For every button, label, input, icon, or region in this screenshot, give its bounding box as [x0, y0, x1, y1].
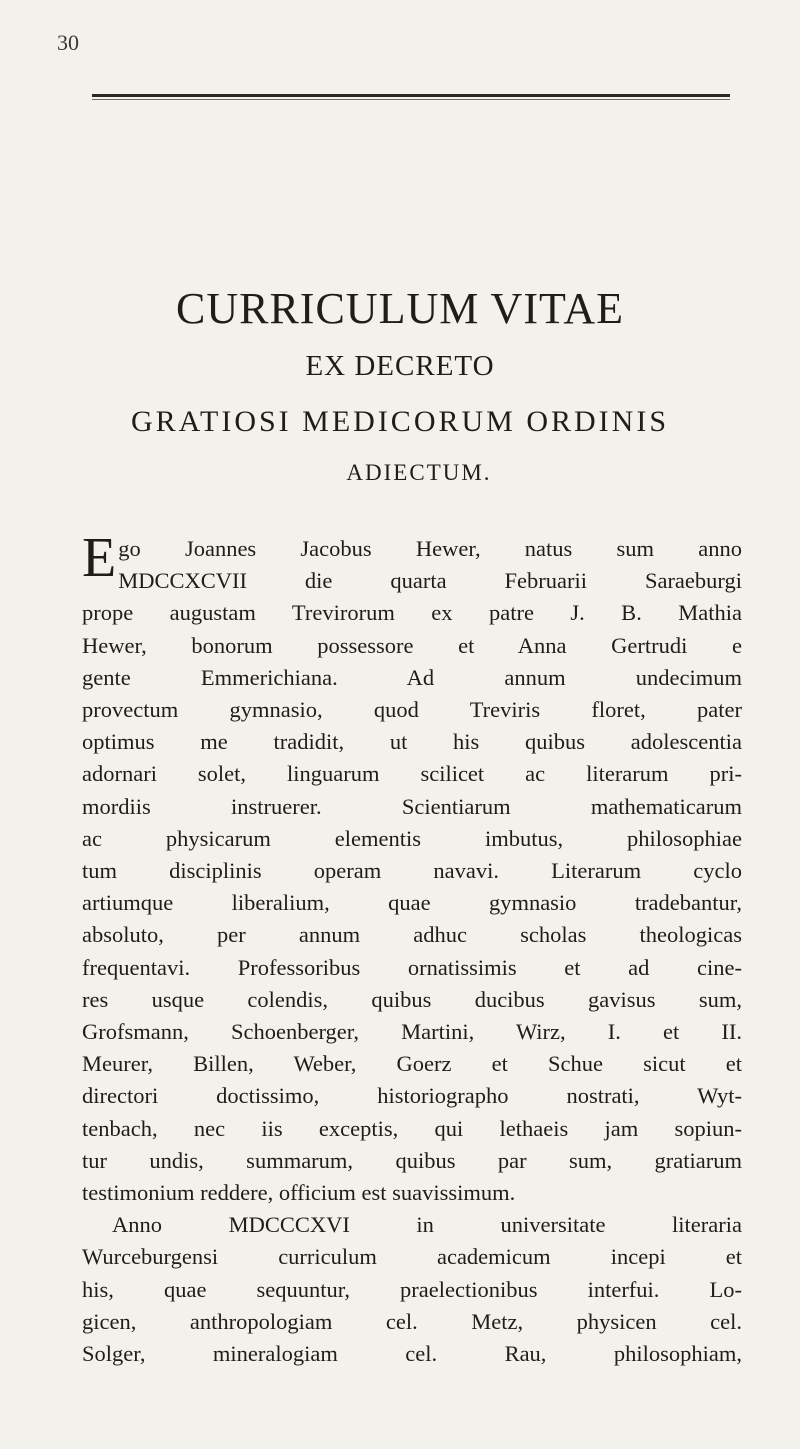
- text-line: tenbach, nec iis exceptis, qui lethaeis jam sopiun-: [82, 1115, 742, 1141]
- text-line: his, quae sequuntur, praelectionibus interfui. Lo-: [82, 1276, 742, 1302]
- text-line: Grofsmann, Schoenberger, Martini, Wirz, I. et II.: [82, 1019, 742, 1045]
- drop-cap: E: [82, 527, 117, 589]
- header-rule: [92, 94, 730, 97]
- text-line: tur undis, summarum, quibus par sum, gratiarum: [82, 1147, 742, 1173]
- text-line: MDCCXCVII die quarta Februarii Saraeburgi: [118, 568, 742, 594]
- page-number: 30: [57, 30, 79, 55]
- text-line: Solger, mineralogiam cel. Rau, philosophiam,: [82, 1341, 742, 1367]
- text-line: Anno MDCCCXVI in universitate literaria: [112, 1212, 742, 1238]
- text-line: frequentavi. Professoribus ornatissimis et ad cine-: [82, 954, 742, 980]
- page-title: CURRICULUM VITAE: [175, 284, 624, 333]
- text-line: optimus me tradidit, ut his quibus adolescentia: [82, 729, 742, 755]
- text-line: Hewer, bonorum possessore et Anna Gertrudi e: [82, 632, 742, 658]
- text-line: prope augustam Trevirorum ex patre J. B. Mathia: [82, 600, 742, 626]
- text-line: directori doctissimo, historiographo nostrati, Wyt-: [82, 1083, 742, 1109]
- subtitle-appended: ADIECTUM.: [346, 460, 492, 485]
- text-line: artiumque liberalium, quae gymnasio tradebantur,: [82, 890, 742, 916]
- subtitle-decree: EX DECRETO: [305, 350, 495, 382]
- text-line: mordiis instruerer. Scientiarum mathematicarum: [82, 793, 742, 819]
- text-line: gente Emmerichiana. Ad annum undecimum: [82, 664, 742, 690]
- text-line: absoluto, per annum adhuc scholas theologicas: [82, 922, 742, 948]
- text-line: testimonium reddere, officium est suavissimum.: [82, 1180, 516, 1206]
- subtitle-faculty: GRATIOSI MEDICORUM ORDINIS: [130, 405, 670, 438]
- text-line: Wurceburgensi curriculum academicum incepi et: [82, 1244, 742, 1270]
- text-line: ac physicarum elementis imbutus, philosophiae: [82, 825, 742, 851]
- text-line: res usque colendis, quibus ducibus gavisus sum,: [82, 986, 742, 1012]
- text-line: go Joannes Jacobus Hewer, natus sum anno: [118, 536, 742, 561]
- header-rule-thin: [92, 99, 730, 100]
- text-line: provectum gymnasio, quod Treviris floret, pater: [82, 697, 742, 723]
- text-line: tum disciplinis operam navavi. Literarum cyclo: [82, 858, 742, 884]
- text-line: gicen, anthropologiam cel. Metz, physicen cel.: [82, 1308, 742, 1334]
- body-text: [82, 527, 742, 1370]
- text-line: adornari solet, linguarum scilicet ac literarum pri-: [82, 761, 742, 787]
- text-line: Meurer, Billen, Weber, Goerz et Schue sicut et: [82, 1051, 742, 1077]
